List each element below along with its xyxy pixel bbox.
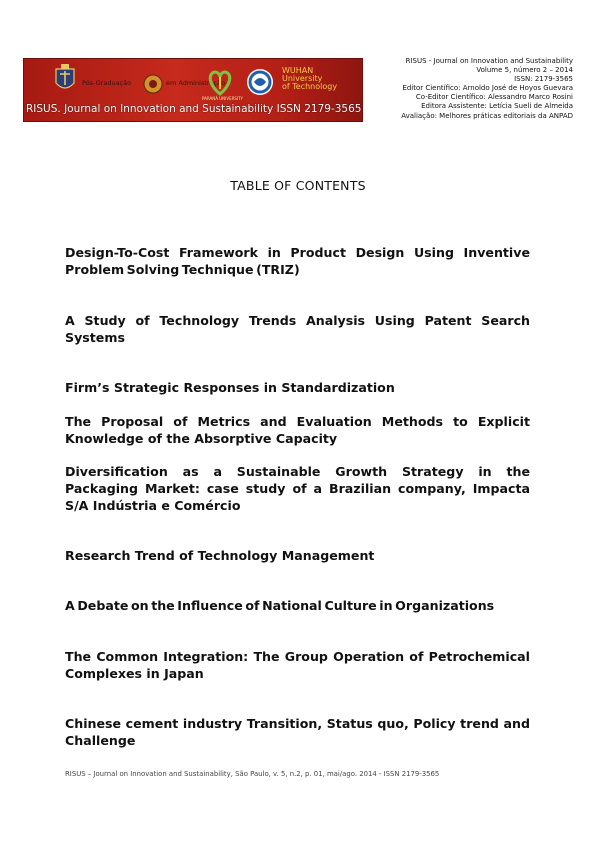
heart-logo-text: PARANÁ UNIVERSITY [202,96,243,101]
toc-entry-9[interactable]: Chinese cement industry Transition, Status quo, Policy trend and Challenge [65,716,530,748]
program-text: Pós-Graduação [82,79,132,87]
masthead-issn: ISSN: 2179-3565 [514,75,573,84]
wuhan-line-3: of Technology [282,82,338,91]
toc-entry-7[interactable]: A Debate on the Influence of National Culture in Organizations [65,598,495,613]
journal-banner [23,58,363,122]
banner-title: RISUS. Journal on Innovation and Sustainability ISSN 2179-3565 [26,103,362,115]
masthead-evaluation: Avaliação: Melhores práticas editoriais da ANPAD [401,111,573,120]
masthead-assistant: Editora Assistente: Letícia Sueli de Almeida [421,102,573,111]
wuhan-line-1: WUHAN [282,66,314,75]
masthead-volume: Volume 5, número 2 – 2014 [476,66,573,75]
toc-entry-5[interactable]: Diversification as a Sustainable Growth Strategy in the Packaging Market: case study of a Brazilian company, Impacta S/A Indústria e Comércio [65,464,530,513]
toc-entry-6[interactable]: Research Trend of Technology Management [65,548,375,563]
masthead [363,57,573,121]
toc-entry-2[interactable]: A Study of Technology Trends Analysis Using Patent Search Systems [65,313,530,345]
page-footer: RISUS – Journal on Innovation and Sustainability, São Paulo, v. 5, n.2, p. 01, mai/ago. 2014 - ISSN 2179-3565 [65,770,440,778]
heart-logo-icon [206,67,234,97]
masthead-journal: RISUS - Journal on Innovation and Sustainability [405,57,573,65]
toc-entry-8[interactable]: The Common Integration: The Group Operation of Petrochemical Complexes in Japan [65,649,530,681]
toc-entry-4[interactable]: The Proposal of Metrics and Evaluation Methods to Explicit Knowledge of the Absorptive Capacity [65,414,530,446]
wuhan-university-text [282,67,337,91]
program-text-2: em Administração [166,79,226,87]
wuhan-line-2: University [282,74,323,83]
seal-icon [142,73,164,95]
masthead-coeditor: Co-Editor Científico: Alessandro Marco Rosini [415,93,573,102]
crest-icon [52,63,78,95]
wuhan-logo-icon [246,68,274,96]
toc-entry-3[interactable]: Firm’s Strategic Responses in Standardization [65,380,395,395]
toc-title: TABLE OF CONTENTS [230,178,366,193]
toc-entry-1[interactable]: Design-To-Cost Framework in Product Design Using Inventive Problem Solving Technique (TRIZ) [65,245,530,277]
masthead-editor: Editor Científico: Arnoldo José de Hoyos Guevara [402,84,573,93]
